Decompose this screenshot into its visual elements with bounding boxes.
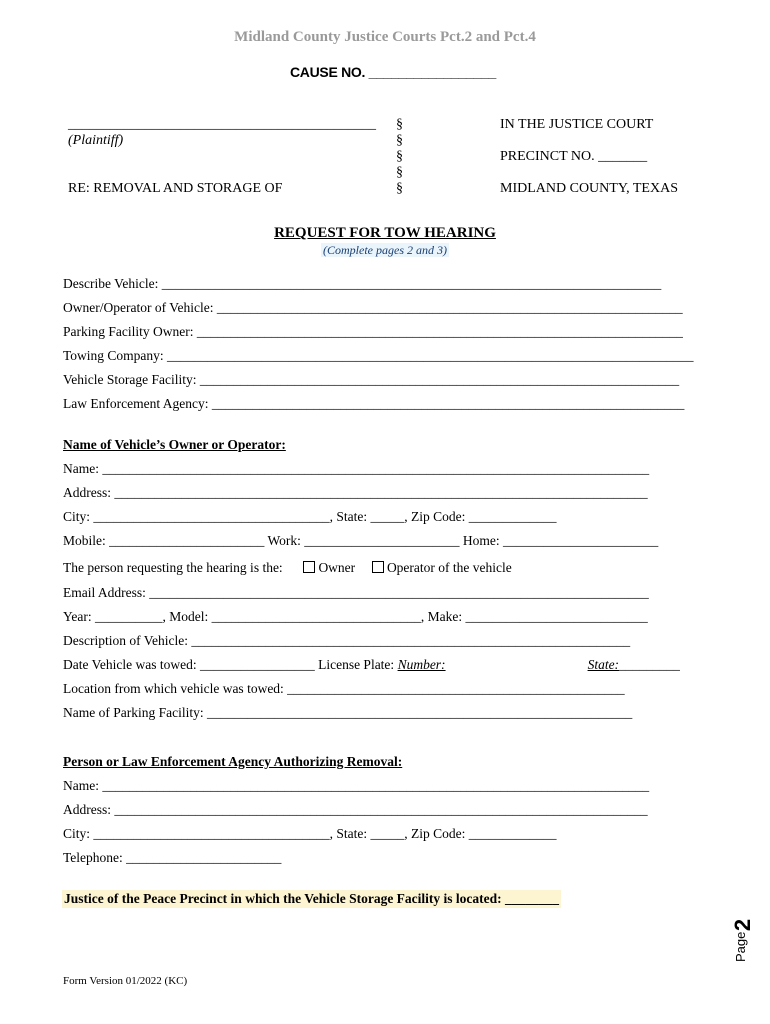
owner-city-state-zip-field[interactable]: City: ___________________________________, State: _____, Zip Code: _____________ xyxy=(63,509,557,524)
authorizer-telephone-field[interactable]: Telephone: _______________________ xyxy=(63,850,282,865)
form-subtitle: (Complete pages 2 and 3) xyxy=(323,243,447,257)
operator-option-label: Operator of the vehicle xyxy=(386,560,512,575)
section-mark: § xyxy=(396,149,403,164)
owner-section-heading: Name of Vehicle’s Owner or Operator: xyxy=(63,437,286,452)
owner-name-field[interactable]: Name: _________________________________________________________________________________ xyxy=(63,461,650,476)
law-enforcement-agency-field[interactable]: Law Enforcement Agency: ______________________________________________________________________ xyxy=(63,396,685,411)
form-version-footer: Form Version 01/2022 (KC) xyxy=(63,975,188,987)
requester-type-row xyxy=(63,560,512,576)
owner-option-label: Owner xyxy=(318,560,356,575)
parking-facility-name-field[interactable]: Name of Parking Facility: _______________________________________________________________ xyxy=(63,705,633,720)
vehicle-description-field[interactable]: Description of Vehicle: _________________________________________________________________ xyxy=(63,633,631,648)
section-mark: § xyxy=(396,133,403,148)
jp-precinct-field[interactable]: Justice of the Peace Precinct in which the Vehicle Storage Facility is located: ________ xyxy=(64,891,560,906)
owner-checkbox[interactable] xyxy=(303,561,315,573)
year-model-make-field[interactable]: Year: __________, Model: _______________________________, Make: ___________________________ xyxy=(63,609,648,624)
describe-vehicle-field[interactable]: Describe Vehicle: __________________________________________________________________________ xyxy=(63,276,662,291)
re-removal-label: RE: REMOVAL AND STORAGE OF xyxy=(68,181,283,196)
section-mark: § xyxy=(396,165,403,180)
date-towed-field[interactable]: Date Vehicle was towed: _________________ License Plate: xyxy=(63,657,395,672)
cause-number: CAUSE NO. _________________ xyxy=(290,64,496,80)
tow-location-field[interactable]: Location from which vehicle was towed: __________________________________________________ xyxy=(63,681,625,696)
authorizer-address-field[interactable]: Address: _______________________________________________________________________________ xyxy=(63,802,648,817)
plaintiff-line: ____________________________________________ xyxy=(68,117,376,132)
court-name-header: Midland County Justice Courts Pct.2 and Pct.4 xyxy=(234,29,536,45)
owner-phone-fields[interactable]: Mobile: _______________________ Work: _______________________ Home: _______________________ xyxy=(63,533,659,548)
plate-state-field[interactable]: _________ xyxy=(619,657,680,672)
email-field[interactable]: Email Address: __________________________________________________________________________ xyxy=(63,585,649,600)
page-word: Page xyxy=(733,931,748,962)
operator-checkbox[interactable] xyxy=(372,561,384,573)
section-mark: § xyxy=(396,181,403,196)
storage-facility-field[interactable]: Vehicle Storage Facility: _______________________________________________________________________ xyxy=(63,372,680,387)
plate-state-label: State: xyxy=(587,657,620,672)
page-number: 2 xyxy=(730,918,756,932)
court-caption-line1: IN THE JUSTICE COURT xyxy=(500,117,654,132)
owner-operator-field[interactable]: Owner/Operator of Vehicle: _____________________________________________________________________ xyxy=(63,300,683,315)
owner-address-field[interactable]: Address: _______________________________________________________________________________ xyxy=(63,485,648,500)
requester-type-label: The person requesting the hearing is the: xyxy=(63,560,283,575)
towing-company-field[interactable]: Towing Company: ______________________________________________________________________________ xyxy=(63,348,694,363)
date-towed-plate-row[interactable] xyxy=(63,657,680,673)
parking-facility-owner-field[interactable]: Parking Facility Owner: ________________________________________________________________________ xyxy=(63,324,683,339)
plate-number-field[interactable]: Number: xyxy=(397,657,446,672)
plaintiff-label: (Plaintiff) xyxy=(68,133,124,148)
page-number-marker xyxy=(730,914,767,964)
form-title: REQUEST FOR TOW HEARING xyxy=(274,225,496,241)
court-caption-county: MIDLAND COUNTY, TEXAS xyxy=(500,181,678,196)
precinct-number-field[interactable]: PRECINCT NO. _______ xyxy=(500,149,648,164)
authorizer-city-state-zip-field[interactable]: City: ___________________________________, State: _____, Zip Code: _____________ xyxy=(63,826,557,841)
authorizer-name-field[interactable]: Name: _________________________________________________________________________________ xyxy=(63,778,650,793)
authorizer-section-heading: Person or Law Enforcement Agency Authorizing Removal: xyxy=(63,754,403,769)
section-mark: § xyxy=(396,117,403,132)
